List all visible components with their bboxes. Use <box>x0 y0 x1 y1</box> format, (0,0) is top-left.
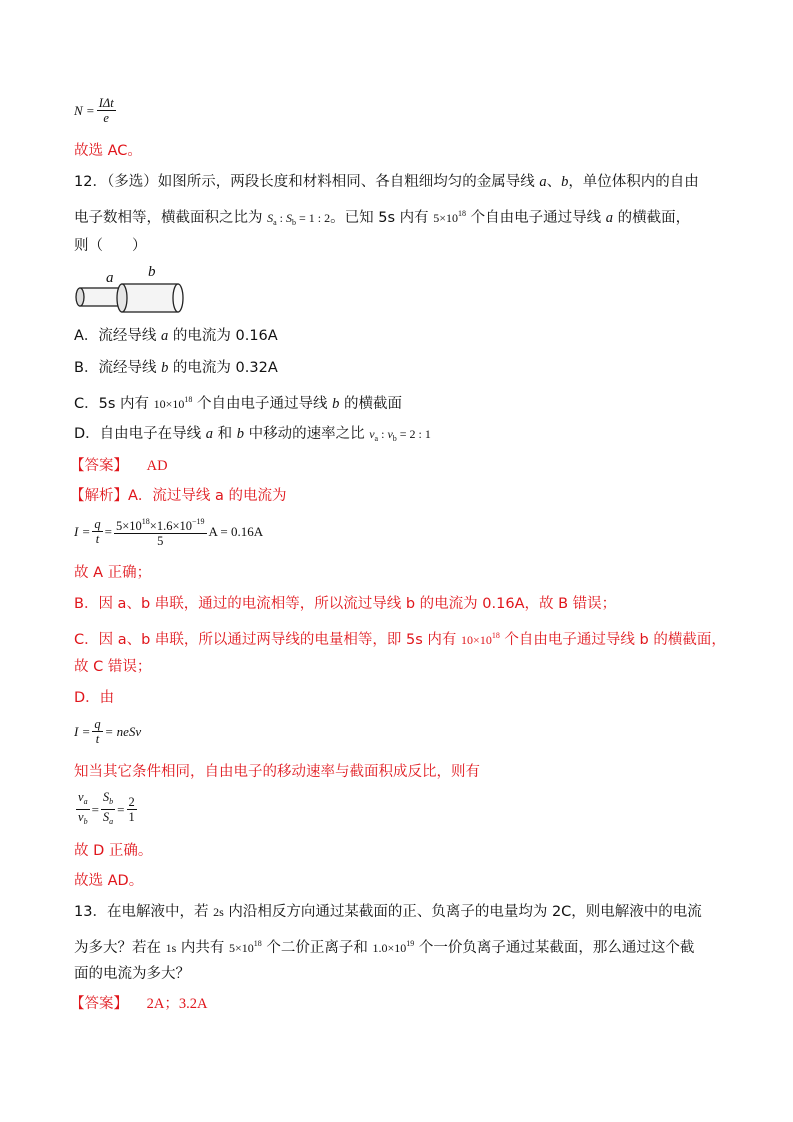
option-c: C．5s 内有 $10\times 10^{18}$ 个自由电子通过导线 b 的横截面 <box>74 395 402 412</box>
top-formula: N = $\frac{\text{IΔt}}{e}$ <box>74 96 114 125</box>
analysis-d2: 知当其它条件相同，自由电子的移动速率与截面积成反比，则有 <box>74 764 480 780</box>
option-d: D．自由电子在导线 a 和 b 中移动的速率之比 $v_a$ : $v_b = 2$ : 1 <box>74 426 431 443</box>
analysis-c: C．因 a、b 串联，所以通过两导线的电量相等，即 5s 内有 $10\times 10^{18}$ 个自由电子通过导线 b 的横截面， <box>74 631 726 648</box>
q13-line3: 面的电流为多大？ <box>74 966 190 982</box>
wire-b-left-end <box>117 284 127 312</box>
label-b: b <box>148 264 156 280</box>
wire-b-right-end <box>173 284 183 312</box>
c-wrong: 故 C 错误； <box>74 659 152 675</box>
electron-count: $5\times 10^{18}$ <box>433 209 467 225</box>
q12-stem-line3: 则（ ） <box>74 238 147 254</box>
ratio-expression: $S_a$ : $S_b = 1$ : 2 <box>267 211 331 227</box>
formula-ratio: $\frac{v_a}{v_b}$ = $\frac{S_b}{S_a}$ = $\frac{2}{1}$ <box>78 790 135 826</box>
q13-line1: 13．在电解液中，若 2s 内沿相反方向通过某截面的正、负离子的电量均为 2C，则电解液中的电流 <box>74 904 702 920</box>
q13-line2: 为多大？若在 1s 内共有 $5\times 10^{18}$ 个二价正离子和 $1.0\times 10^{19}$ 个一价负离子通过某截面，那么通过这个截 <box>74 939 695 956</box>
analysis-b: B．因 a、b 串联，通过的电流相等，所以流过导线 b 的电流为 0.16A，故 B 错误； <box>74 596 617 612</box>
option-a: A．流经导线 a 的电流为 0.16A <box>74 328 278 344</box>
q13-answer: 【答案】 2A；3.2A <box>70 996 208 1012</box>
q11-conclusion: 故选 AC。 <box>74 143 142 159</box>
q12-conclusion: 故选 AD。 <box>74 873 144 889</box>
q12-stem-line2: 电子数相等，横截面积之比为 $S_a$ : $S_b = 1$ : 2。已知 5s 内有 $5\times 10^{18}$ 个自由电子通过导线 a 的横截面， <box>74 209 691 227</box>
formula-drift: I = $\frac{q}{t}$ = neSv <box>74 717 142 746</box>
wire-b-body <box>122 284 178 312</box>
analysis-d: D．由 <box>74 690 115 706</box>
q12-analysis-a: 【解析】A．流过导线 a 的电流为 <box>70 488 287 504</box>
d-correct: 故 D 正确。 <box>74 843 153 859</box>
q12-answer: 【答案】 AD <box>70 458 168 474</box>
option-b: B．流经导线 b 的电流为 0.32A <box>74 360 278 376</box>
formula-current: I = $\frac{q}{t}$ = $\frac{5\times 10^{18}\times 1.6\times 10^{-19}}{5}$ A = 0.16A <box>74 517 264 548</box>
a-correct: 故 A 正确； <box>74 565 152 581</box>
label-a: a <box>106 270 114 286</box>
wire-figure <box>72 264 190 318</box>
wire-a-left-end <box>76 288 84 306</box>
q12-stem-line1: 12．（多选）如图所示，两段长度和材料相同、各自粗细均匀的金属导线 a、b，单位体积内的自由 <box>74 174 699 190</box>
